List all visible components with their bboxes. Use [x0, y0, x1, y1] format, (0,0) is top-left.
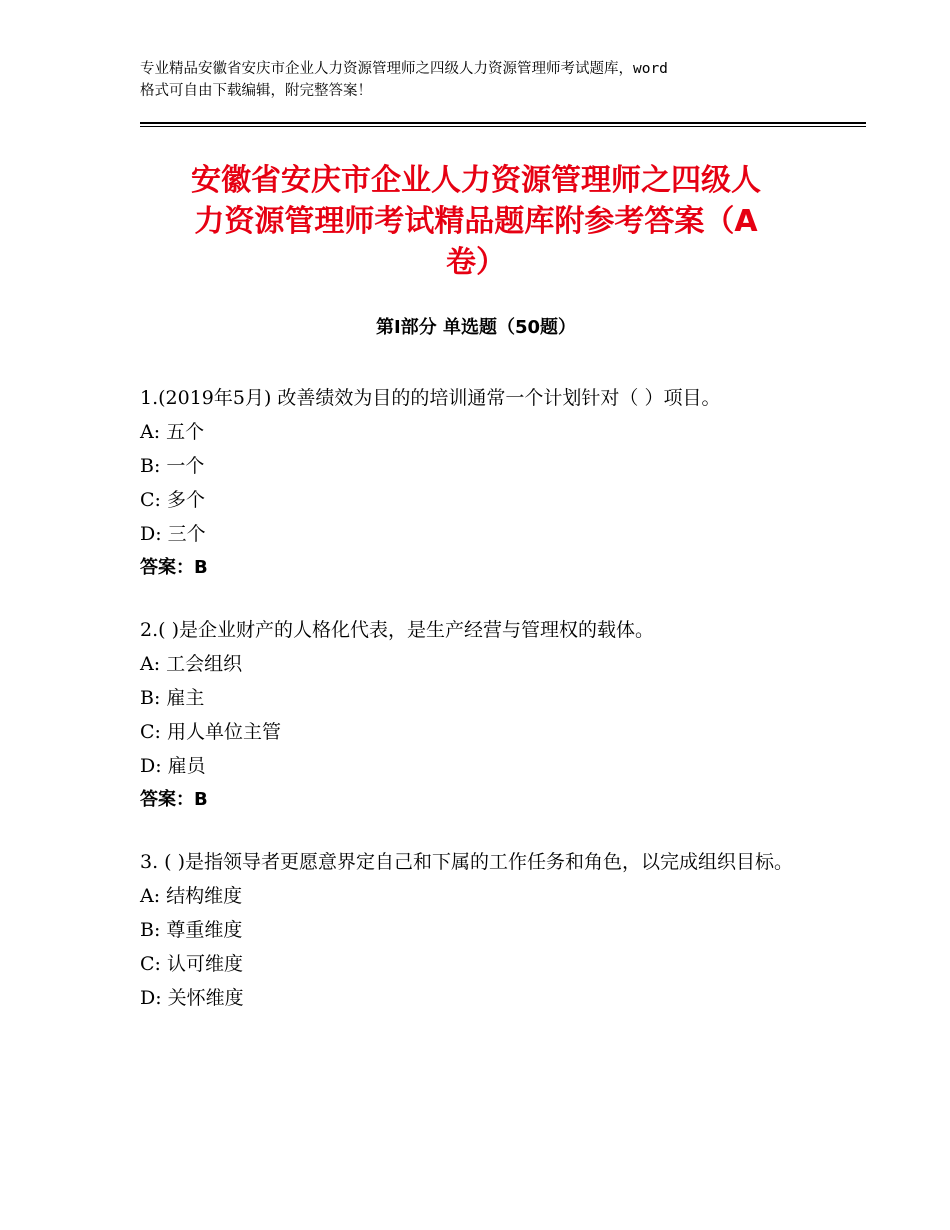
option-a: A: 五个	[140, 421, 205, 443]
section-title: 第Ⅰ部分 单选题（50题）	[375, 317, 576, 338]
option-b: B: 一个	[140, 455, 205, 477]
document-title-line-1: 安徽省安庆市企业人力资源管理师之四级人	[191, 163, 761, 198]
option-c: C: 多个	[140, 489, 205, 511]
option-d: D: 三个	[140, 523, 206, 545]
option-d: D: 关怀维度	[140, 987, 244, 1009]
option-a: A: 结构维度	[140, 885, 243, 907]
question-list	[140, 381, 820, 1015]
question-stem: 3. ( )是指领导者更愿意界定自己和下属的工作任务和角色，以完成组织目标。	[140, 851, 794, 873]
option-c: C: 用人单位主管	[140, 721, 281, 743]
header-note-line-2: 格式可自由下载编辑，附完整答案！	[140, 83, 372, 99]
question-1	[140, 381, 820, 585]
document-title	[140, 160, 812, 283]
option-b: B: 尊重维度	[140, 919, 243, 941]
option-c: C: 认可维度	[140, 953, 243, 975]
option-b: B: 雇主	[140, 687, 205, 709]
header-rule-thin	[140, 126, 866, 127]
question-stem: 1.(2019年5月) 改善绩效为目的的培训通常一个计划针对（ ）项目。	[140, 387, 721, 409]
document-title-line-3: 卷）	[446, 245, 506, 280]
answer: 答案：B	[140, 557, 208, 578]
question-stem: 2.( )是企业财产的人格化代表，是生产经营与管理权的载体。	[140, 619, 654, 641]
header-note-line-1: 专业精品安徽省安庆市企业人力资源管理师之四级人力资源管理师考试题库，word	[140, 61, 668, 77]
header-note	[140, 58, 830, 102]
option-d: D: 雇员	[140, 755, 206, 777]
question-3	[140, 845, 820, 1015]
header-rule-thick	[140, 122, 866, 124]
answer: 答案：B	[140, 789, 208, 810]
question-2	[140, 613, 820, 817]
document-title-line-2: 力资源管理师考试精品题库附参考答案（A	[194, 204, 758, 239]
option-a: A: 工会组织	[140, 653, 243, 675]
